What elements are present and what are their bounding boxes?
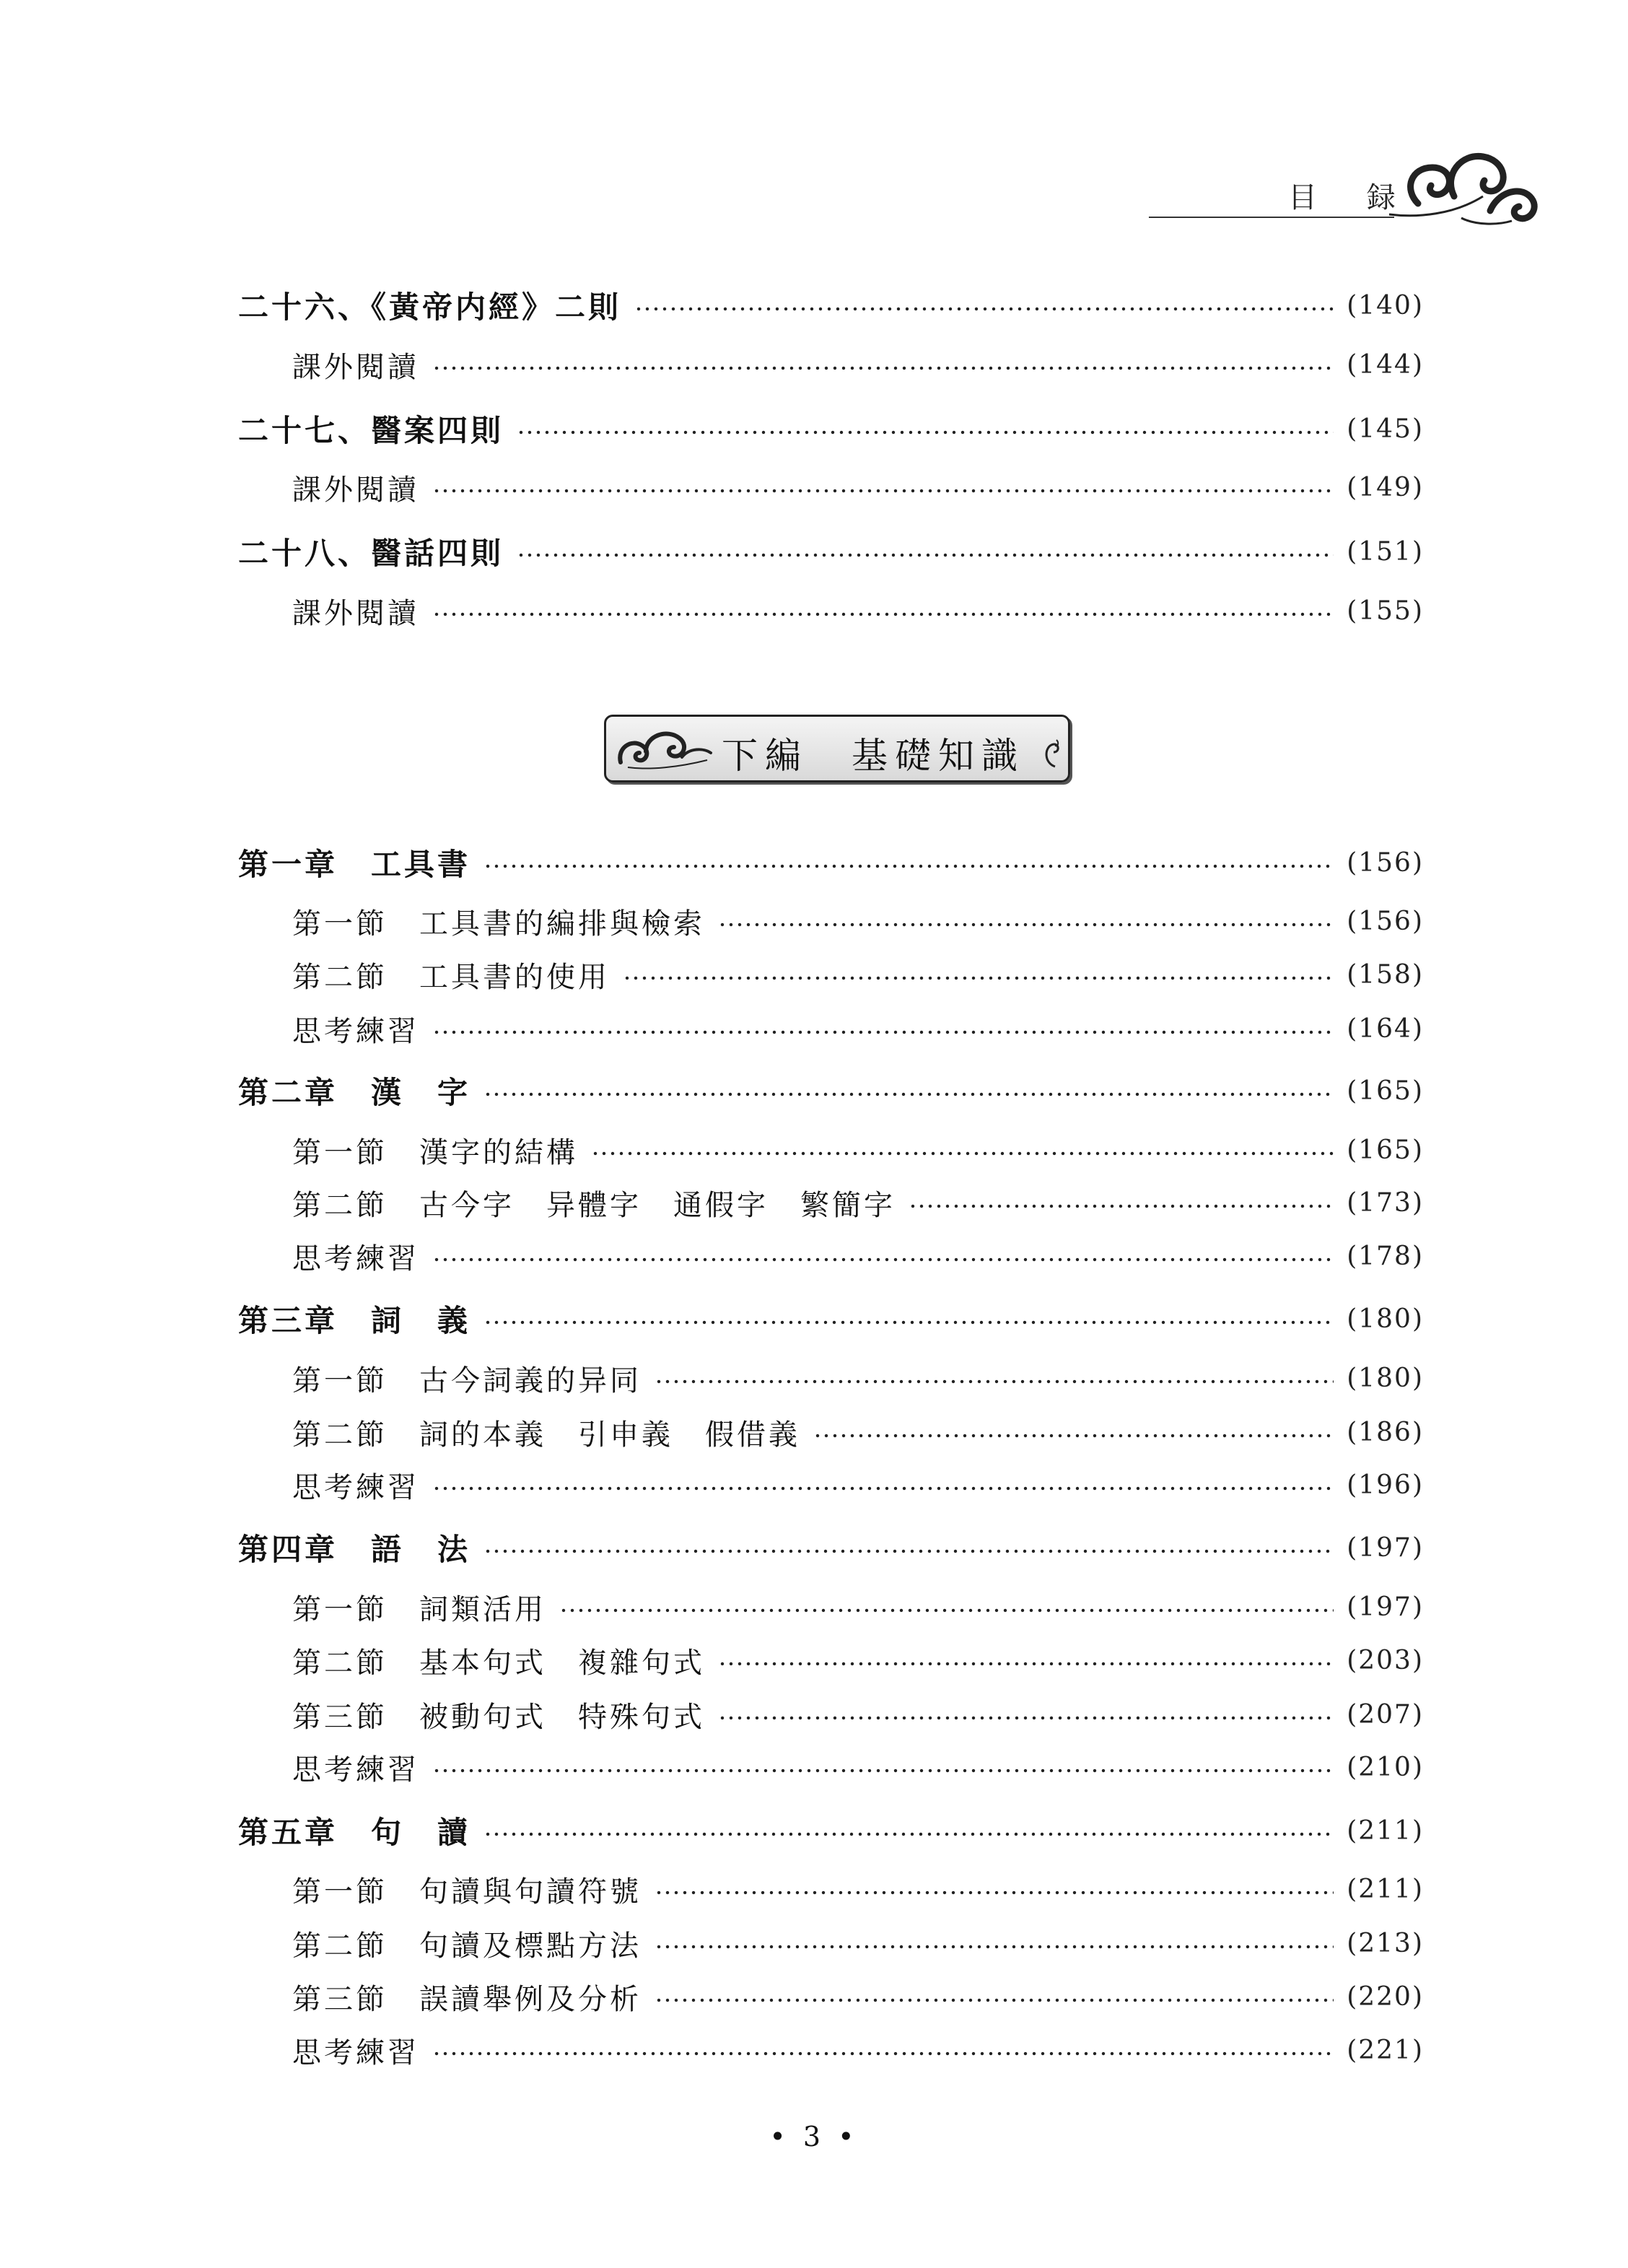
dot-leader: [432, 1768, 1334, 1774]
cloud-ornament-icon: [1375, 146, 1541, 232]
toc-entry-title: 第二節 工具書的使用: [292, 960, 610, 994]
toc-entry: [292, 2028, 1424, 2072]
toc-entry-page: (156): [1347, 906, 1424, 936]
toc-entry-page: (203): [1347, 1645, 1424, 1675]
toc-entry-title: 第一節 古今詞義的异同: [292, 1364, 642, 1397]
toc-entry-title: 思考練習: [292, 1470, 419, 1504]
toc-entry-page: (173): [1347, 1187, 1424, 1218]
toc-entry-page: (186): [1347, 1417, 1424, 1447]
toc-entry: [292, 1356, 1424, 1400]
toc-entry: [238, 1809, 1424, 1852]
toc-entry: [292, 1693, 1424, 1736]
toc-entry: [292, 953, 1424, 996]
toc-entry: [292, 1181, 1424, 1224]
toc-entry-page: (197): [1347, 1592, 1424, 1622]
dot-leader: [483, 1320, 1334, 1325]
toc-entry-title: 第三章 詞 義: [238, 1303, 471, 1338]
toc-entry: [292, 1867, 1424, 1911]
toc-entry: [292, 1922, 1424, 1965]
toc-entry-title: 二十八、醫話四則: [238, 536, 504, 571]
toc-entry-page: (196): [1347, 1470, 1424, 1500]
section-banner: [604, 715, 1070, 782]
section-banner-title: 下編 基礎知識: [722, 735, 1025, 777]
dot-leader: [655, 1379, 1334, 1384]
toc-entry: [292, 1745, 1424, 1789]
toc-entry: [292, 466, 1424, 509]
dot-leader: [517, 552, 1334, 558]
toc-entry: [292, 1234, 1424, 1278]
dot-leader: [483, 1831, 1334, 1837]
dot-leader: [909, 1203, 1334, 1209]
dot-leader: [655, 1944, 1334, 1950]
dot-leader: [517, 429, 1334, 435]
toc-entry-page: (144): [1347, 349, 1424, 380]
header-rule: [1149, 217, 1394, 218]
toc-entry-title: 第一節 詞類活用: [292, 1592, 546, 1626]
toc-entry: [292, 1007, 1424, 1050]
toc-entry: [292, 1410, 1424, 1454]
toc-entry-title: 第三節 誤讀舉例及分析: [292, 1982, 642, 2016]
toc-entry: [238, 841, 1424, 884]
dot-leader: [718, 1661, 1334, 1667]
toc-entry-page: (145): [1347, 414, 1424, 444]
toc-entry-title: 第二章 漢 字: [238, 1075, 471, 1110]
toc-entry-page: (178): [1347, 1241, 1424, 1271]
dot-leader: [655, 1997, 1334, 2003]
toc-entry-page: (211): [1347, 1815, 1424, 1846]
dot-leader: [432, 1029, 1334, 1035]
dot-leader: [559, 1608, 1334, 1613]
toc-entry-page: (156): [1347, 847, 1424, 878]
cloud-ornament-icon: [613, 723, 722, 775]
toc-entry-page: (151): [1347, 536, 1424, 567]
toc-entry-title: 第一節 工具書的編排與檢索: [292, 907, 705, 941]
toc-entry-page: (165): [1347, 1076, 1424, 1106]
toc-entry-page: (197): [1347, 1532, 1424, 1563]
toc-entry: [238, 530, 1424, 573]
toc-entry-page: (207): [1347, 1699, 1424, 1730]
dot-leader: [432, 1257, 1334, 1262]
toc-entry: [292, 899, 1424, 943]
toc-entry-title: 思考練習: [292, 1014, 419, 1048]
toc-entry-title: 課外閱讀: [292, 350, 419, 384]
dot-leader: [432, 2051, 1334, 2057]
page-number: • 3 •: [769, 2121, 859, 2153]
dot-leader: [483, 863, 1334, 869]
toc-entry: [292, 1463, 1424, 1506]
toc-entry-page: (155): [1347, 596, 1424, 626]
toc-entry-title: 二十六、《黃帝内經》二則: [238, 289, 622, 325]
dot-leader: [483, 1548, 1334, 1554]
toc-entry-page: (211): [1347, 1874, 1424, 1904]
toc-entry-title: 思考練習: [292, 1753, 419, 1787]
toc-entry: [238, 284, 1424, 327]
toc-entry-page: (165): [1347, 1135, 1424, 1165]
toc-entry-title: 課外閱讀: [292, 596, 419, 630]
toc-entry-title: 思考練習: [292, 1242, 419, 1275]
toc-entry-page: (213): [1347, 1928, 1424, 1958]
dot-leader: [718, 1715, 1334, 1721]
toc-entry-title: 第三節 被動句式 特殊句式: [292, 1700, 705, 1734]
toc-entry-title: 第二節 詞的本義 引申義 假借義: [292, 1418, 800, 1452]
toc-entry-title: 第一節 漢字的結構: [292, 1135, 578, 1169]
toc-entry: [292, 589, 1424, 632]
toc-entry: [238, 1069, 1424, 1112]
dot-leader: [718, 922, 1334, 928]
dot-leader: [483, 1091, 1334, 1097]
toc-entry: [292, 343, 1424, 386]
scroll-ornament-icon: [1041, 734, 1062, 770]
dot-leader: [634, 306, 1334, 312]
toc-entry-page: (180): [1347, 1304, 1424, 1334]
toc-entry-title: 第五章 句 讀: [238, 1815, 471, 1850]
toc-entry-title: 課外閱讀: [292, 473, 419, 507]
dot-leader: [591, 1151, 1334, 1156]
toc-entry: [292, 1975, 1424, 2018]
header-label: 目 録: [1288, 181, 1416, 214]
toc-entry-title: 思考練習: [292, 2036, 419, 2069]
toc-entry-page: (164): [1347, 1013, 1424, 1044]
dot-leader: [432, 611, 1334, 617]
toc-entry: [238, 1526, 1424, 1569]
toc-entry-page: (221): [1347, 2035, 1424, 2065]
toc-entry-title: 二十七、醫案四則: [238, 413, 504, 448]
toc-entry: [292, 1128, 1424, 1172]
toc-entry: [292, 1639, 1424, 1682]
toc-entry-page: (220): [1347, 1981, 1424, 2012]
toc-entry: [238, 407, 1424, 450]
toc-entry-title: 第二節 句讀及標點方法: [292, 1929, 642, 1963]
dot-leader: [655, 1890, 1334, 1896]
toc-entry-title: 第二節 古今字 异體字 通假字 繁簡字: [292, 1188, 896, 1222]
dot-leader: [432, 488, 1334, 494]
toc-entry-page: (180): [1347, 1363, 1424, 1393]
dot-leader: [813, 1433, 1334, 1439]
toc-entry-title: 第一章 工具書: [238, 847, 471, 882]
toc-entry-page: (149): [1347, 472, 1424, 502]
toc-entry: [292, 1585, 1424, 1628]
toc-entry-title: 第一節 句讀與句讀符號: [292, 1875, 642, 1909]
toc-entry: [238, 1297, 1424, 1340]
dot-leader: [623, 975, 1334, 981]
toc-entry-page: (158): [1347, 959, 1424, 990]
dot-leader: [432, 365, 1334, 371]
dot-leader: [432, 1486, 1334, 1491]
toc-entry-page: (140): [1347, 290, 1424, 320]
toc-entry-page: (210): [1347, 1752, 1424, 1782]
toc-entry-title: 第四章 語 法: [238, 1532, 471, 1567]
toc-entry-title: 第二節 基本句式 複雜句式: [292, 1646, 705, 1680]
